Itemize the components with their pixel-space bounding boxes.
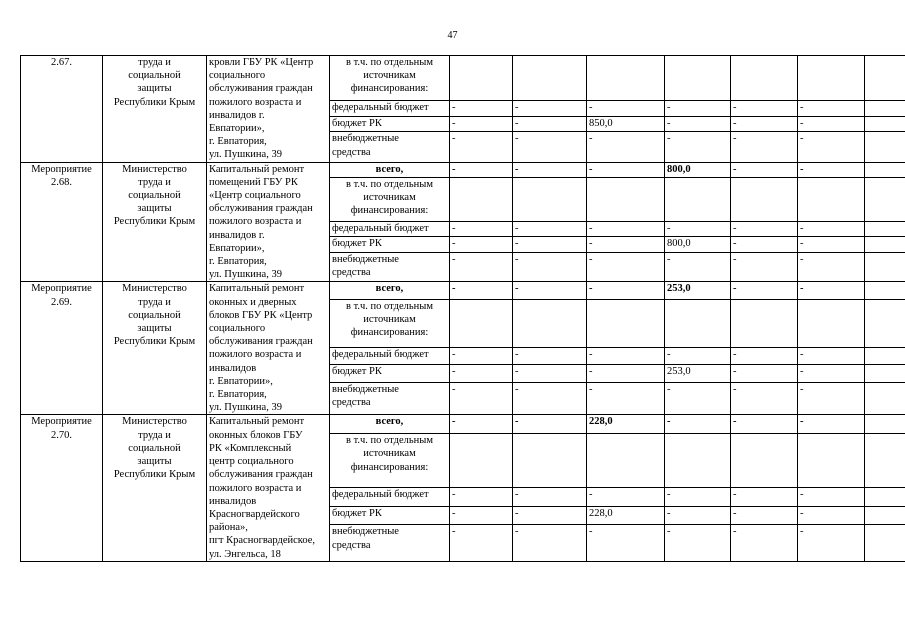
amount-cell: - [731,365,798,382]
funding-source-cell: внебюджетные средства [330,382,450,415]
funding-source-cell: в т.ч. по отдельным источникам финансирования: [330,56,450,101]
amount-cell [865,100,905,116]
description-cell: кровли ГБУ РК «Центр социального обслуживания граждан пожилого возраста и инвалидов г. Евпатории», г. Евпатория, ул. Пушкина, 39 [207,56,330,163]
amount-cell: - [587,487,665,506]
amount-cell [513,434,587,488]
amount-cell: - [798,252,865,282]
amount-cell [865,506,905,525]
amount-cell: - [513,237,587,252]
amount-cell: - [665,506,731,525]
amount-cell [513,56,587,101]
amount-cell: - [513,132,587,162]
executor-cell: Министерство труда и социальной защиты Республики Крым [103,415,207,561]
amount-cell: - [513,162,587,177]
funding-source-cell: внебюджетные средства [330,132,450,162]
executor-cell: труда и социальной защиты Республики Крым [103,56,207,163]
amount-cell [450,178,513,222]
amount-cell: - [450,221,513,236]
amount-cell [865,348,905,365]
amount-cell: - [513,382,587,415]
amount-cell: - [731,525,798,561]
amount-cell: - [513,100,587,116]
amount-cell: - [798,100,865,116]
amount-cell: - [587,365,665,382]
funding-source-cell: в т.ч. по отдельным источникам финансирования: [330,434,450,488]
amount-cell: - [731,100,798,116]
amount-cell [587,299,665,348]
amount-cell: - [587,100,665,116]
amount-cell: - [513,348,587,365]
amount-cell: - [665,132,731,162]
amount-cell: - [450,162,513,177]
description-cell: Капитальный ремонт помещений ГБУ РК «Центр социального обслуживания граждан пожилого возраста и инвалидов г. Евпатории», г. Евпатория, ул. Пушкина, 39 [207,162,330,282]
amount-cell: - [798,487,865,506]
funding-source-cell: всего, [330,162,450,177]
funding-source-cell: всего, [330,415,450,434]
amount-cell: - [587,221,665,236]
amount-cell: - [665,487,731,506]
amount-cell: - [665,116,731,132]
amount-cell: - [665,382,731,415]
funding-source-cell: бюджет РК [330,506,450,525]
amount-cell: - [665,221,731,236]
amount-cell [865,162,905,177]
amount-cell [865,299,905,348]
amount-cell: - [450,348,513,365]
funding-source-cell: внебюджетные средства [330,252,450,282]
description-cell: Капитальный ремонт оконных и дверных блоков ГБУ РК «Центр социального обслуживания граждан пожилого возраста и инвалидов г. Евпатории», г. Евпатория, ул. Пушкина, 39 [207,282,330,415]
amount-cell [665,178,731,222]
amount-cell: - [450,100,513,116]
amount-cell: - [798,162,865,177]
amount-cell: - [587,282,665,299]
amount-cell [731,434,798,488]
amount-cell: 800,0 [665,162,731,177]
funding-source-cell: внебюджетные средства [330,525,450,561]
amount-cell [798,178,865,222]
funding-source-cell: бюджет РК [330,237,450,252]
amount-cell [798,56,865,101]
funding-source-cell: в т.ч. по отдельным источникам финансирования: [330,299,450,348]
measure-id-cell: Мероприятие 2.68. [21,162,103,282]
amount-cell: - [450,282,513,299]
amount-cell: - [513,116,587,132]
funding-source-cell: федеральный бюджет [330,100,450,116]
page-number: 47 [447,30,458,41]
amount-cell: - [450,116,513,132]
amount-cell: - [450,365,513,382]
table-row [21,162,905,177]
amount-cell: - [450,506,513,525]
amount-cell [865,415,905,434]
table-row [21,415,905,434]
amount-cell [865,237,905,252]
amount-cell: - [450,487,513,506]
amount-cell: - [513,282,587,299]
executor-cell: Министерство труда и социальной защиты Республики Крым [103,282,207,415]
amount-cell: - [731,221,798,236]
amount-cell: - [513,365,587,382]
amount-cell: - [798,415,865,434]
financing-table [20,55,905,562]
amount-cell [865,178,905,222]
amount-cell [513,299,587,348]
amount-cell: - [731,282,798,299]
amount-cell: - [513,252,587,282]
amount-cell [450,434,513,488]
amount-cell [665,56,731,101]
amount-cell: - [587,237,665,252]
funding-source-cell: всего, [330,282,450,299]
amount-cell: - [665,415,731,434]
amount-cell: - [587,252,665,282]
amount-cell: - [587,348,665,365]
amount-cell [865,252,905,282]
amount-cell [865,282,905,299]
amount-cell: - [587,382,665,415]
amount-cell [865,56,905,101]
amount-cell: - [731,348,798,365]
amount-cell: - [798,348,865,365]
amount-cell: - [665,100,731,116]
amount-cell [865,132,905,162]
amount-cell: - [450,415,513,434]
table-row [21,282,905,299]
funding-source-cell: федеральный бюджет [330,221,450,236]
amount-cell: - [587,132,665,162]
amount-cell: - [450,382,513,415]
amount-cell: - [731,506,798,525]
measure-id-cell: Мероприятие 2.69. [21,282,103,415]
amount-cell: 850,0 [587,116,665,132]
amount-cell: - [450,525,513,561]
amount-cell: - [731,132,798,162]
amount-cell [731,56,798,101]
amount-cell [865,365,905,382]
amount-cell: - [798,282,865,299]
amount-cell: - [731,415,798,434]
amount-cell: - [798,525,865,561]
amount-cell [587,56,665,101]
amount-cell: - [450,132,513,162]
amount-cell: - [513,415,587,434]
amount-cell [665,434,731,488]
amount-cell: - [798,365,865,382]
executor-cell: Министерство труда и социальной защиты Республики Крым [103,162,207,282]
amount-cell: - [798,237,865,252]
amount-cell: - [731,382,798,415]
description-cell: Капитальный ремонт оконных блоков ГБУ РК «Комплексный центр социального обслуживания граждан пожилого возраста и инвалидов Красногвардейского района», пгт Красногвардейское, ул. Энгельса, 18 [207,415,330,561]
amount-cell: - [731,162,798,177]
amount-cell: - [513,525,587,561]
amount-cell [798,434,865,488]
amount-cell [798,299,865,348]
measure-id-cell: Мероприятие 2.70. [21,415,103,561]
amount-cell: - [731,237,798,252]
funding-source-cell: бюджет РК [330,116,450,132]
amount-cell [665,299,731,348]
table-row [21,56,905,101]
amount-cell: - [513,506,587,525]
amount-cell: - [665,348,731,365]
amount-cell [865,434,905,488]
amount-cell: - [731,252,798,282]
funding-source-cell: федеральный бюджет [330,348,450,365]
amount-cell: - [587,525,665,561]
amount-cell [731,178,798,222]
amount-cell: - [665,525,731,561]
amount-cell: - [450,237,513,252]
funding-source-cell: федеральный бюджет [330,487,450,506]
amount-cell: - [798,382,865,415]
amount-cell [865,221,905,236]
amount-cell: - [731,116,798,132]
amount-cell: - [513,487,587,506]
measure-id-cell: 2.67. [21,56,103,163]
amount-cell: - [587,162,665,177]
amount-cell [587,178,665,222]
amount-cell: - [731,487,798,506]
amount-cell [865,487,905,506]
amount-cell [450,299,513,348]
amount-cell [865,382,905,415]
amount-cell: 253,0 [665,282,731,299]
amount-cell [865,116,905,132]
amount-cell: 228,0 [587,415,665,434]
amount-cell [587,434,665,488]
amount-cell: - [450,252,513,282]
amount-cell: - [665,252,731,282]
amount-cell: - [798,506,865,525]
amount-cell: - [798,132,865,162]
amount-cell [865,525,905,561]
funding-source-cell: в т.ч. по отдельным источникам финансирования: [330,178,450,222]
amount-cell: - [798,116,865,132]
amount-cell: 800,0 [665,237,731,252]
amount-cell: - [798,221,865,236]
amount-cell: 253,0 [665,365,731,382]
amount-cell: - [513,221,587,236]
amount-cell [513,178,587,222]
amount-cell: 228,0 [587,506,665,525]
funding-source-cell: бюджет РК [330,365,450,382]
amount-cell [731,299,798,348]
amount-cell [450,56,513,101]
